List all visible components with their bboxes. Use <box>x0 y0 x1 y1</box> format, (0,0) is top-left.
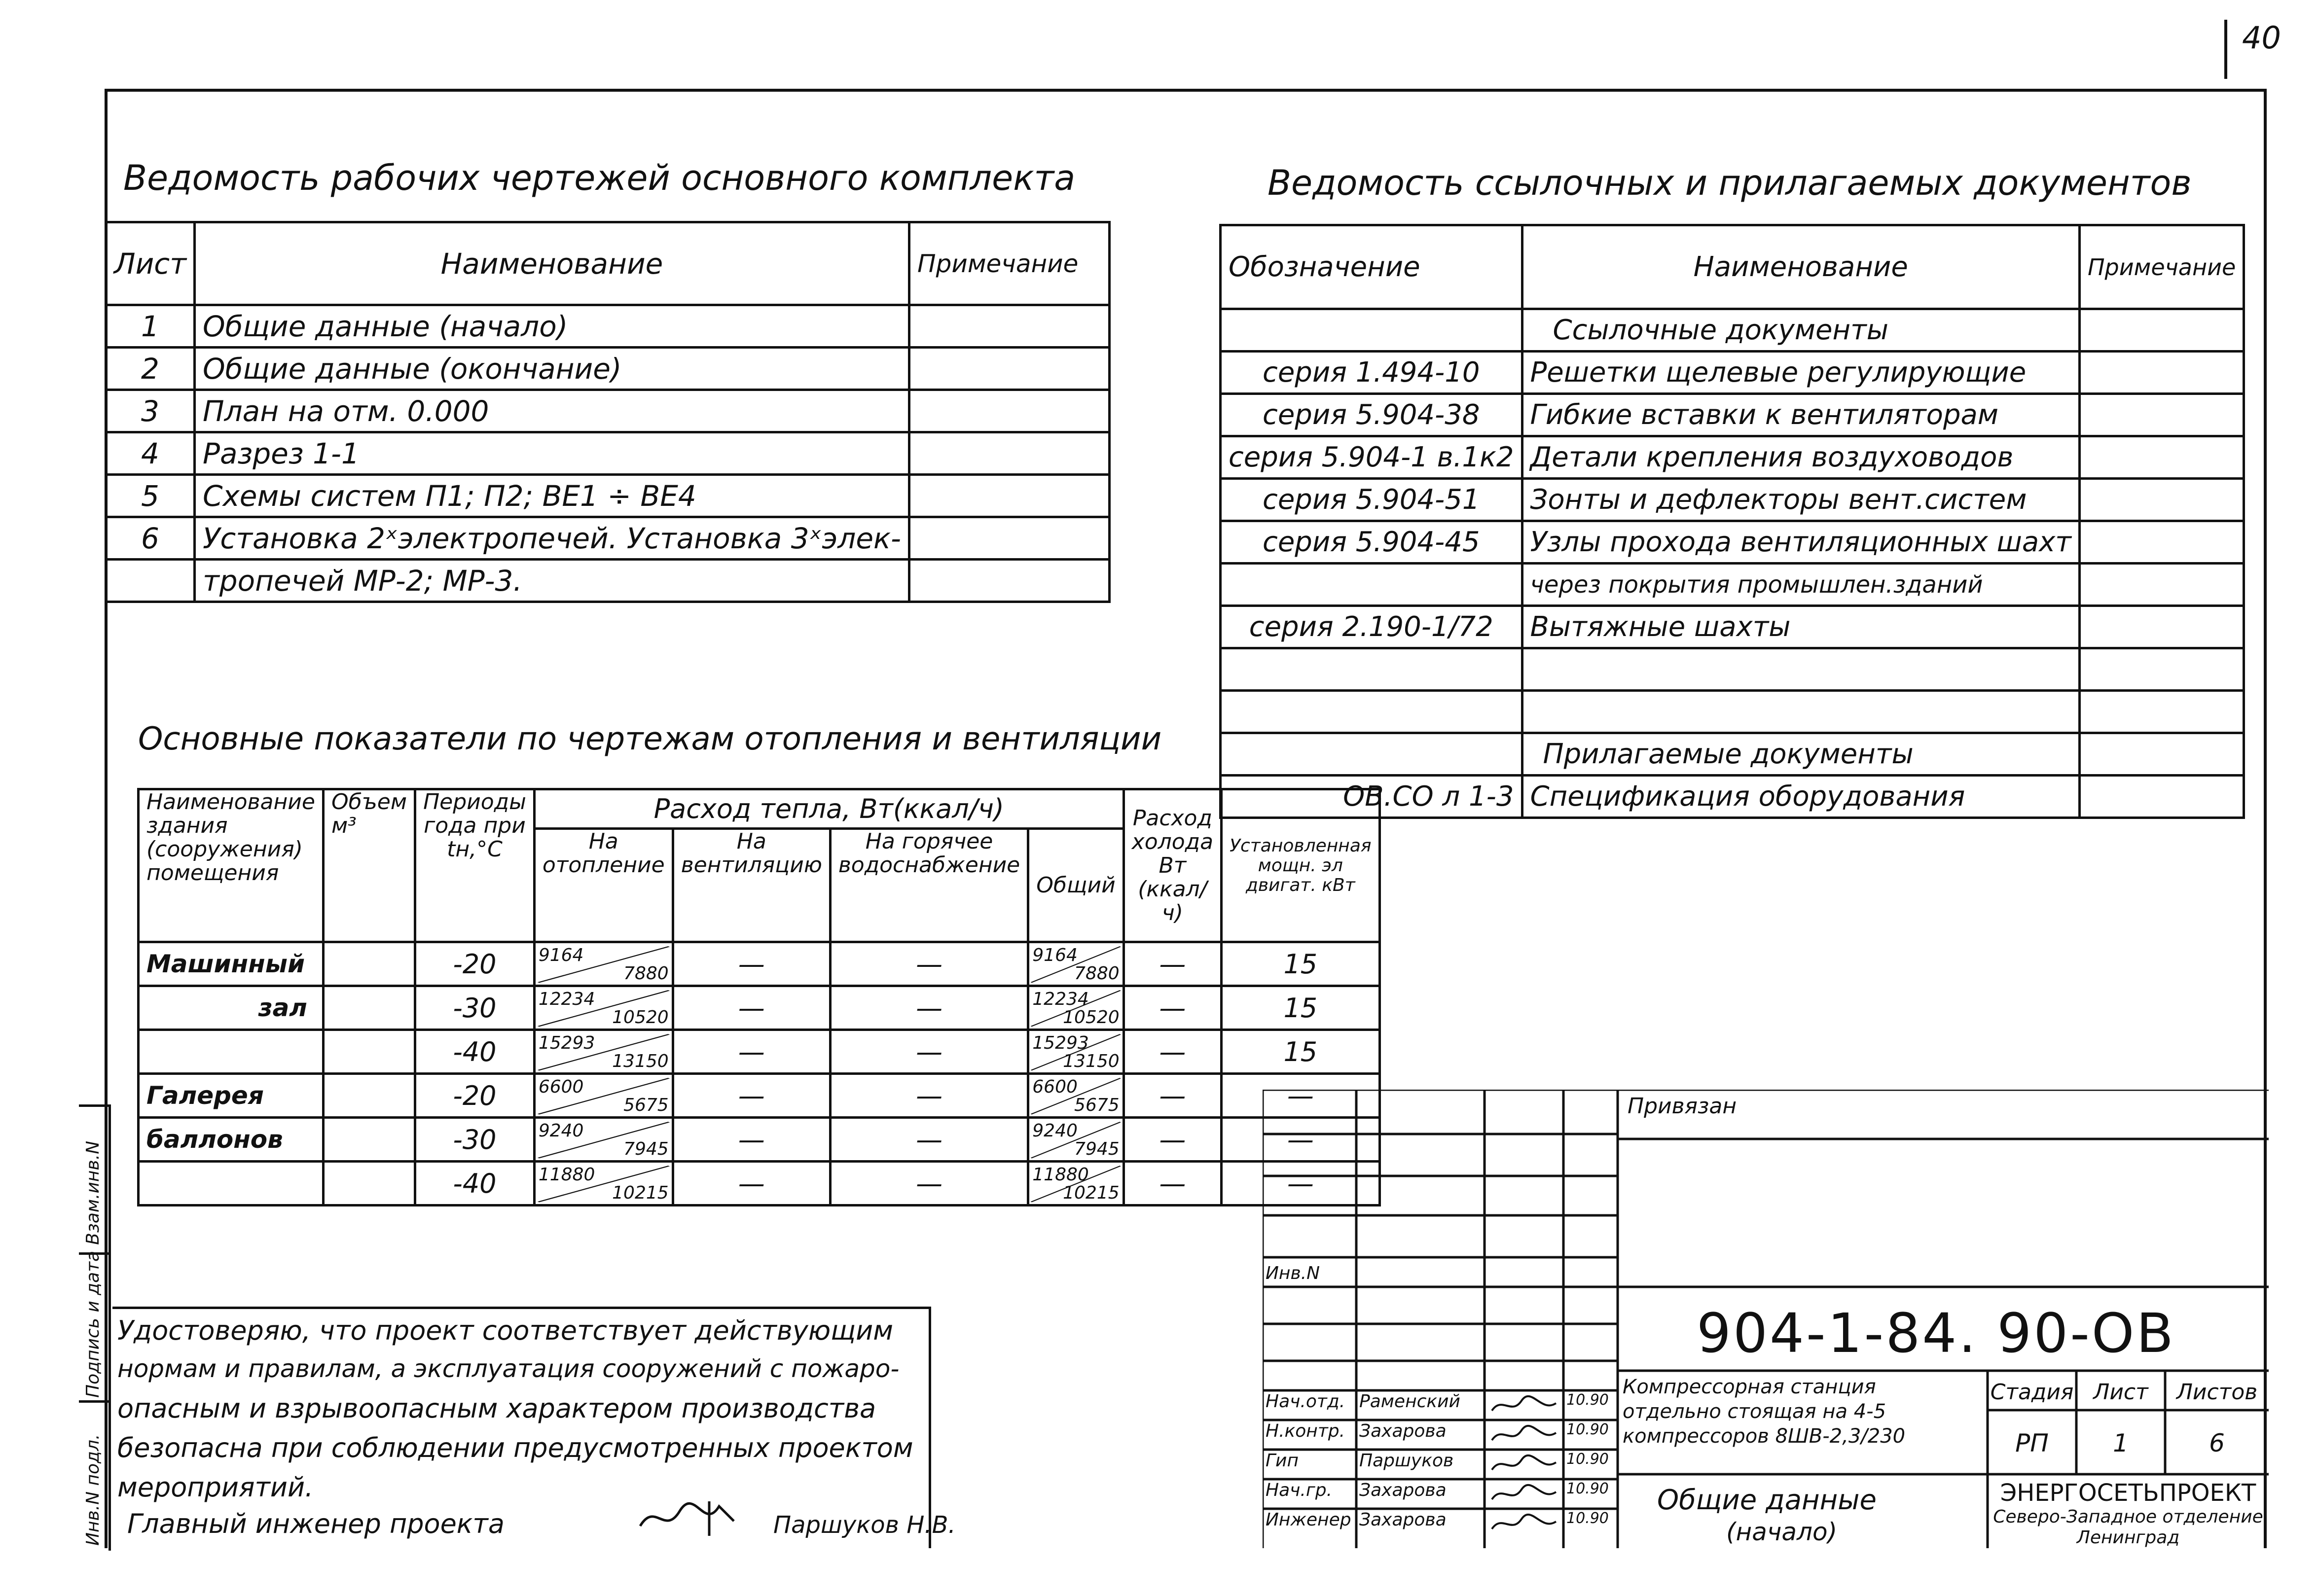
table-cell: — <box>830 986 1028 1030</box>
col-ventilation: На вентиляцию <box>673 829 830 942</box>
fraction-bottom: 13150 <box>1063 1051 1120 1071</box>
col-sheet: Лист <box>106 222 195 305</box>
table-cell: -20 <box>415 942 535 986</box>
table-row: 2 <box>106 348 195 390</box>
fraction-top: 9164 <box>538 945 584 965</box>
fraction-bottom: 7945 <box>1074 1139 1120 1159</box>
col-note: Примечание <box>909 222 1109 305</box>
fraction-cell <box>534 1162 673 1206</box>
fraction-bottom: 13150 <box>612 1051 669 1071</box>
table-row: серия 5.904-45 <box>1221 521 1522 564</box>
table-cell: — <box>1123 1074 1221 1118</box>
col-total: Общий <box>1028 829 1123 942</box>
sheet-value: 1 <box>2113 1429 2129 1457</box>
list-item: Установка 2ˣэлектропечей. Установка 3ˣэлек- <box>194 517 909 560</box>
sheet-title-1: Общие данные <box>1657 1484 1877 1516</box>
statement-line: нормам и правилам, а эксплуатация сооружений с пожаро- <box>117 1354 900 1383</box>
side-stamp-label: Взам.инв.N <box>83 1140 103 1245</box>
list-item: Гибкие вставки к вентиляторам <box>1522 394 2079 436</box>
fraction-top: 15293 <box>538 1033 595 1053</box>
table-cell: Машинный <box>139 942 324 986</box>
role-signature <box>1487 1512 1561 1536</box>
table-row <box>139 942 1380 986</box>
drawings-list-table <box>105 221 1111 603</box>
table-row <box>1221 733 1522 776</box>
linked-label: Привязан <box>1628 1094 1737 1119</box>
stage-value: РП <box>2015 1429 2049 1457</box>
table-cell: — <box>1123 1030 1221 1074</box>
role-signature <box>1487 1393 1561 1418</box>
table-row: ОВ.СО л 1-3 <box>1221 776 1522 818</box>
list-item: Прилагаемые документы <box>1522 733 2079 776</box>
table-cell: — <box>673 986 830 1030</box>
table-cell: — <box>673 1074 830 1118</box>
table-cell: 15 <box>1222 986 1380 1030</box>
fraction-cell <box>1028 1118 1123 1162</box>
sheet-label: Лист <box>2093 1380 2148 1405</box>
role-name: Паршуков <box>1359 1451 1454 1471</box>
table-cell: -20 <box>415 1074 535 1118</box>
table-row: 3 <box>106 390 195 432</box>
indicators-title: Основные показатели по чертежам отопления и вентиляции <box>138 721 1162 757</box>
table-row: 6 <box>106 517 195 560</box>
table-row: 5 <box>106 475 195 517</box>
fraction-top: 15293 <box>1032 1033 1089 1053</box>
fraction-top: 9240 <box>1032 1121 1078 1141</box>
sheets-label: Листов <box>2176 1380 2258 1405</box>
table-cell: — <box>830 942 1028 986</box>
references-list-table <box>1219 224 2245 819</box>
col-heating: На отопление <box>534 829 673 942</box>
table-row <box>139 986 1380 1030</box>
statement-line: безопасна при соблюдении предусмотренных проектом <box>117 1432 913 1463</box>
col-hot-water: На горячее водоснабжение <box>830 829 1028 942</box>
role-signature <box>1487 1482 1561 1507</box>
statement <box>112 1307 956 1548</box>
table-cell <box>139 1162 324 1206</box>
table-row: 4 <box>106 432 195 475</box>
role-label: Нач.гр. <box>1266 1480 1333 1500</box>
table-cell: Галерея <box>139 1074 324 1118</box>
fraction-top: 9240 <box>538 1121 584 1141</box>
list-item <box>1522 691 2079 733</box>
table-cell: — <box>673 1162 830 1206</box>
col-heat-group: Расход тепла, Вт(ккал/ч) <box>534 789 1123 829</box>
fraction-cell <box>534 1074 673 1118</box>
table-row <box>139 1118 1380 1162</box>
statement-line: мероприятий. <box>117 1472 314 1503</box>
sheet-title-2: (начало) <box>1726 1518 1838 1546</box>
table-cell <box>139 1030 324 1074</box>
table-cell: — <box>830 1162 1028 1206</box>
col-name: Наименование <box>194 222 909 305</box>
table-cell: -40 <box>415 1162 535 1206</box>
table-cell: 15 <box>1222 942 1380 986</box>
table-row <box>106 560 195 602</box>
table-row <box>1221 309 1522 352</box>
side-stamp <box>79 1104 109 1548</box>
table-row <box>1221 648 1522 691</box>
table-row <box>139 1162 1380 1206</box>
fraction-top: 9164 <box>1032 945 1078 965</box>
role-label: Нач.отд. <box>1266 1391 1345 1412</box>
table-cell: — <box>673 942 830 986</box>
role-name: Захарова <box>1359 1510 1447 1530</box>
col-name: Наименование <box>1522 225 2079 309</box>
inv-label: Инв.N <box>1266 1263 1320 1283</box>
table-row: серия 5.904-38 <box>1221 394 1522 436</box>
table-cell: зал <box>139 986 324 1030</box>
role-date: 10.90 <box>1566 1451 1609 1468</box>
col-cold: Расход холода Вт (ккал/ч) <box>1123 789 1221 942</box>
table-cell: — <box>830 1118 1028 1162</box>
references-list-title: Ведомость ссылочных и прилагаемых документов <box>1268 163 2192 203</box>
side-stamp-label: Инв.N подл. <box>83 1434 103 1546</box>
page-number: 40 <box>2224 20 2313 79</box>
table-cell: — <box>673 1118 830 1162</box>
role-date: 10.90 <box>1566 1391 1609 1409</box>
fraction-cell <box>534 1118 673 1162</box>
list-item: Узлы прохода вентиляционных шахт <box>1522 521 2079 564</box>
fraction-top: 11880 <box>1032 1165 1089 1185</box>
side-stamp-label: Подпись и дата <box>83 1250 103 1398</box>
role-date: 10.90 <box>1566 1421 1609 1438</box>
table-cell: — <box>1222 1118 1380 1162</box>
fraction-bottom: 10215 <box>1063 1183 1120 1203</box>
fraction-top: 6600 <box>1032 1077 1078 1097</box>
table-cell: — <box>1123 942 1221 986</box>
title-block <box>1263 1090 2269 1548</box>
object-name: Компрессорная станция отдельно стоящая на 4-5 компрессоров 8ШВ-2,3/230 <box>1623 1376 1906 1448</box>
list-item: Зонты и дефлекторы вент.систем <box>1522 479 2079 521</box>
fraction-top: 11880 <box>538 1165 595 1185</box>
table-cell: — <box>1123 986 1221 1030</box>
org-name: ЭНЕРГОСЕТЬПРОЕКТ <box>2000 1479 2256 1507</box>
role-date: 10.90 <box>1566 1480 1609 1497</box>
table-cell: — <box>830 1074 1028 1118</box>
table-cell: -40 <box>415 1030 535 1074</box>
fraction-cell <box>534 1030 673 1074</box>
table-row: серия 2.190-1/72 <box>1221 606 1522 648</box>
role-label: Инженер <box>1266 1510 1351 1530</box>
table-cell: — <box>1123 1118 1221 1162</box>
table-row <box>1221 564 1522 606</box>
sheets-value: 6 <box>2209 1429 2225 1457</box>
indicators-table <box>137 788 1381 1206</box>
fraction-bottom: 7945 <box>623 1139 669 1159</box>
list-item: Схемы систем П1; П2; ВЕ1 ÷ ВЕ4 <box>194 475 909 517</box>
table-row <box>139 1030 1380 1074</box>
table-row: 1 <box>106 305 195 348</box>
role-label: Гип <box>1266 1451 1299 1471</box>
stage-label: Стадия <box>1990 1380 2074 1405</box>
table-row: серия 5.904-1 в.1к2 <box>1221 436 1522 479</box>
table-cell: — <box>1222 1074 1380 1118</box>
table-cell: баллонов <box>139 1118 324 1162</box>
role-name: Захарова <box>1359 1480 1447 1500</box>
list-item: Решетки щелевые регулирующие <box>1522 352 2079 394</box>
fraction-cell <box>1028 1074 1123 1118</box>
table-cell: — <box>830 1030 1028 1074</box>
list-item <box>1522 648 2079 691</box>
fraction-cell <box>1028 1162 1123 1206</box>
role-name: Раменский <box>1359 1391 1460 1412</box>
table-cell: 15 <box>1222 1030 1380 1074</box>
fraction-cell <box>1028 986 1123 1030</box>
fraction-top: 12234 <box>538 989 595 1009</box>
list-item: тропечей МР-2; МР-3. <box>194 560 909 602</box>
role-signature <box>1487 1423 1561 1448</box>
role-name: Захарова <box>1359 1421 1447 1441</box>
table-cell: -30 <box>415 986 535 1030</box>
fraction-cell <box>1028 1030 1123 1074</box>
col-power: Установленная мощн. эл двигат. кВт <box>1222 789 1380 942</box>
fraction-cell <box>534 942 673 986</box>
fraction-bottom: 7880 <box>1074 963 1120 984</box>
table-cell: -30 <box>415 1118 535 1162</box>
list-item: План на отм. 0.000 <box>194 390 909 432</box>
table-row <box>1221 691 1522 733</box>
list-item: Спецификация оборудования <box>1522 776 2079 818</box>
list-item: Детали крепления воздуховодов <box>1522 436 2079 479</box>
col-periods: Периоды года при tн,°C <box>415 789 535 942</box>
signature <box>635 1496 754 1541</box>
org-division: Северо-Западное отделение <box>1993 1507 2263 1527</box>
fraction-bottom: 10520 <box>612 1007 669 1028</box>
table-cell: — <box>1123 1162 1221 1206</box>
fraction-cell <box>1028 942 1123 986</box>
fraction-top: 6600 <box>538 1077 584 1097</box>
role-label: Н.контр. <box>1266 1421 1345 1441</box>
fraction-cell <box>534 986 673 1030</box>
col-note: Примечание <box>2079 225 2244 309</box>
list-item: Вытяжные шахты <box>1522 606 2079 648</box>
table-row: серия 5.904-51 <box>1221 479 1522 521</box>
list-item: Ссылочные документы <box>1522 309 2079 352</box>
statement-line: опасным и взрывоопасным характером производства <box>117 1393 876 1424</box>
col-volume: Объем м³ <box>323 789 415 942</box>
fraction-bottom: 7880 <box>623 963 669 984</box>
table-cell: — <box>1222 1162 1380 1206</box>
signer-name: Паршуков Н.В. <box>773 1511 956 1539</box>
drawings-list-title: Ведомость рабочих чертежей основного комплекта <box>123 158 1076 198</box>
col-building: Наименование здания (сооружения) помещения <box>139 789 324 942</box>
fraction-bottom: 5675 <box>1074 1095 1120 1115</box>
fraction-bottom: 10520 <box>1063 1007 1120 1028</box>
role-signature <box>1487 1453 1561 1477</box>
document-code: 904-1-84. 90-ОВ <box>1697 1302 2175 1365</box>
col-code: Обозначение <box>1221 225 1522 309</box>
statement-line: Удостоверяю, что проект соответствует действующим <box>117 1315 893 1346</box>
signer-label: Главный инженер проекта <box>127 1508 505 1539</box>
list-item: Общие данные (начало) <box>194 305 909 348</box>
org-city: Ленинград <box>2076 1527 2180 1548</box>
fraction-top: 12234 <box>1032 989 1089 1009</box>
table-row <box>139 1074 1380 1118</box>
fraction-bottom: 5675 <box>623 1095 669 1115</box>
role-date: 10.90 <box>1566 1510 1609 1527</box>
table-cell: — <box>673 1030 830 1074</box>
fraction-bottom: 10215 <box>612 1183 669 1203</box>
list-item: Разрез 1-1 <box>194 432 909 475</box>
list-item: Общие данные (окончание) <box>194 348 909 390</box>
list-item: через покрытия промышлен.зданий <box>1522 564 2079 606</box>
table-row: серия 1.494-10 <box>1221 352 1522 394</box>
